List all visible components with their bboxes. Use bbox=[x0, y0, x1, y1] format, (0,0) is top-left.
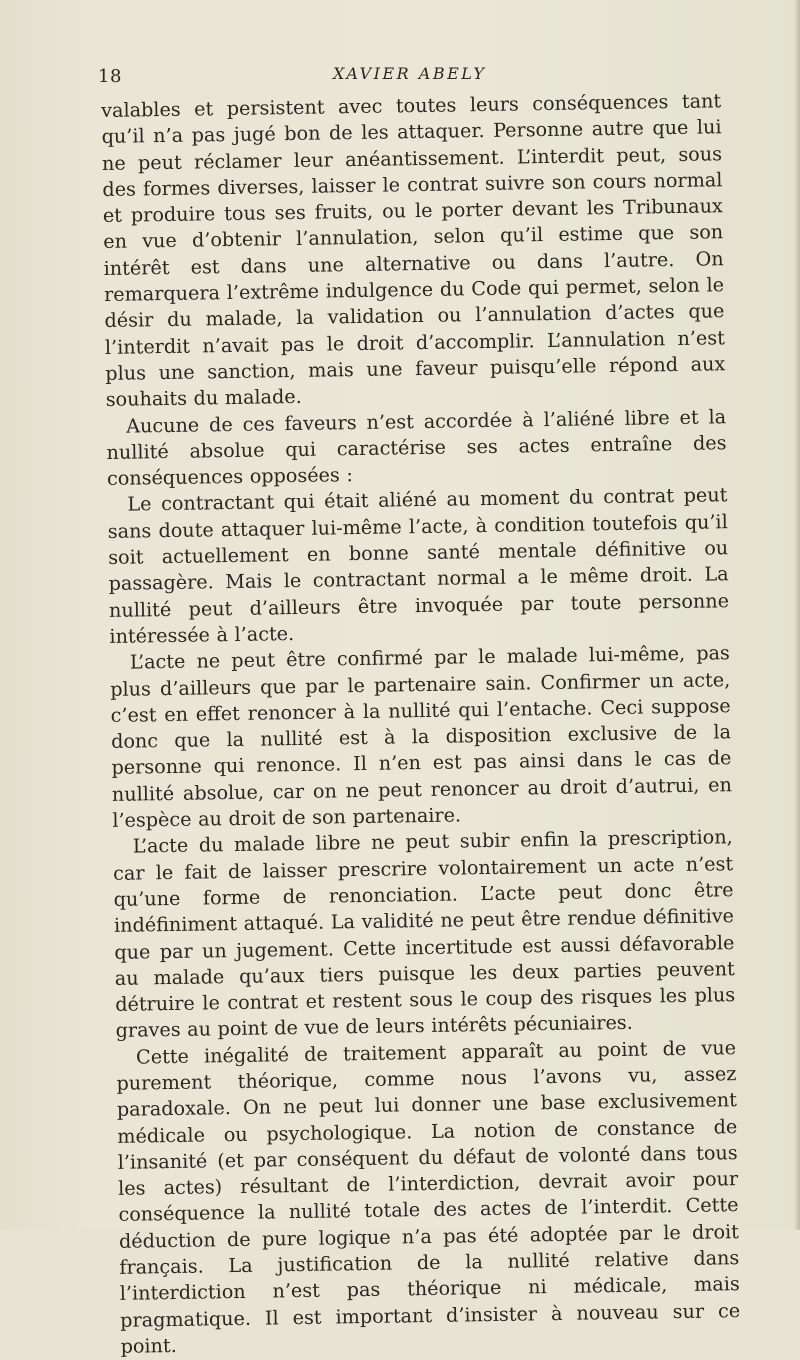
paragraph: L’acte du malade libre ne peut subir enfin la prescription, car le fait de laisser prescrire volontairement un acte n’est qu’une forme de renonciation. L’acte peut donc être indéfiniment attaqué. La validité ne peut être rendue définitive que par un jugement. Cette incertitude est aussi défavorable au malade qu’aux tiers puisque les deux parties peuvent détruire le contrat et restent sous le coup des risques les plus graves au point de vue de leurs intérêts pécuniaires. bbox=[112, 825, 736, 1043]
page-edge-shadow bbox=[794, 0, 800, 1230]
paragraph: Le contractant qui était aliéné au moment du contrat peut sans doute attaquer lui-même l’acte, à condition toutefois qu’il soit actuellement en bonne santé mentale définitive ou passagère. Mais le contractant normal a le même droit. La nullité peut d’ailleurs être invoquée par toute personne intéressée à l’acte. bbox=[107, 483, 730, 648]
paragraph: valables et persistent avec toutes leurs conséquences tant qu’il n’a pas jugé bon de les attaquer. Personne autre que lui ne peut réclamer leur anéantissement. L’interdit peut, sous des formes diverses, laisser le contrat suivre son cours normal et produire tous ses fruits, ou le porter devant les Tribunaux en vue d’obtenir l’annulation, selon qu’il estime que son intérêt est dans une alternative ou dans l’autre. On remarquera l’extrême indulgence du Code qui permet, selon le désir du malade, la validation ou l’annulation d’actes que l’interdit n’avait pas le droit d’accomplir. L’annulation n’est plus une sanction, mais une faveur puisqu’elle répond aux souhaits du malade. bbox=[101, 89, 726, 412]
page-header bbox=[98, 62, 720, 88]
paragraph: Aucune de ces faveurs n’est accordée à l’aliéné libre et la nullité absolue qui caractérise ses actes entraîne des conséquences opposées : bbox=[106, 404, 727, 491]
paragraph: L’acte ne peut être confirmé par le malade lui-même, pas plus d’ailleurs que par le partenaire sain. Confirmer un acte, c’est en effet renoncer à la nullité qui l’entache. Ceci suppose donc que la nullité est à la disposition exclusive de la personne qui renonce. Il n’en est pas ainsi dans le cas de nullité absolue, car on ne peut renoncer au droit d’autrui, en l’espèce au droit de son partenaire. bbox=[110, 641, 733, 832]
running-head: XAVIER ABELY bbox=[333, 64, 487, 83]
page-number: 18 bbox=[98, 66, 122, 87]
paragraph: Cette inégalité de traitement apparaît au point de vue purement théorique, comme nous l’avons vu, assez paradoxale. On ne peut lui donner une base exclusivement médicale ou psychologique. La notion de constance de l’insanité (et par conséquent du défaut de volonté dans tous les actes) résultant de l’interdiction, devrait avoir pour conséquence la nullité totale des actes de l’interdit. Cette déduction de pure logique n’a pas été adoptée par le droit français. La justification de la nullité relative dans l’interdiction n’est pas théorique ni médicale, mais pragmatique. Il est important d’insister à nouveau sur ce point. bbox=[116, 1035, 741, 1358]
body-text bbox=[101, 88, 741, 1360]
